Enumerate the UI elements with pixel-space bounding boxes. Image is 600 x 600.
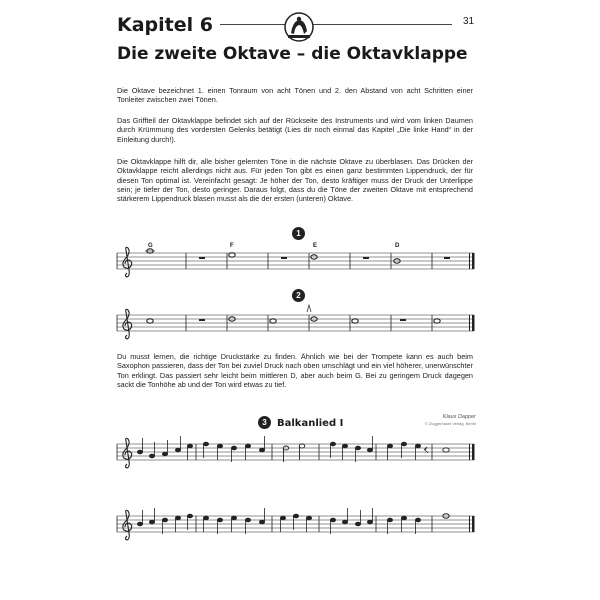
paragraph-2: Das Griffteil der Oktavklappe befindet sich auf der Rückseite des Instruments und wird vom linken Daumen durch Krümmung des vordersten Gelenks betätigt (Lies dir noch einmal das Kapitel „Die linke Hand“ in der Einleitung durch!). [117,116,473,144]
exercise-number-2: 2 [292,289,305,302]
treble-clef-icon [123,247,132,540]
staff-exercise-2 [117,315,474,331]
page-number: 31 [463,16,475,27]
note-label-e: E [313,243,318,249]
paragraph-1: Die Oktave bezeichnet 1. einen Tonraum von acht Tönen und 2. den Abstand von acht Schritten einer Tonleiter zwischen zwei Tönen. [117,86,473,105]
paragraph-3: Die Oktavklappe hilft dir, alle bisher gelernten Töne in die nächste Oktave zu überblasen. Das Drücken der Oktavklappe reicht allerdings nicht aus. Für jeden Ton gibt es einen ganz bestimmten Lippendruck, der für diesen Ton optimal ist. Vereinfacht gesagt: Je höher der Ton, desto kräftiger muss der Druck der Unterlippe sein; je tiefer der Ton, desto geringer. Daraus folgt, dass du die Töne der zweiten Oktave mit entsprechend stärkerem Lippendruck blasen musst als die der ersten (unteren) Oktave. [117,157,473,204]
note-label-d: D [395,243,400,249]
composer-credit: Klaus Dapper [442,414,476,420]
exercise-number-1: 1 [292,227,305,240]
note-label-f: F [230,243,234,249]
song-title: Balkanlied I [277,418,344,429]
chapter-heading: Kapitel 6 [117,14,213,36]
staff-song-line-2 [117,516,474,532]
paragraph-4: Du musst lernen, die richtige Druckstärke zu finden. Ähnlich wie bei der Trompete kann es auch beim Saxophon passieren, dass der Ton bei zuviel Druck nach oben umschlägt und ein viel höherer, unerwünschter Ton erklingt. Das passiert sehr leicht beim mittleren D, aber auch beim G. Bei zu geringem Druck dagegen sackt die Tonhöhe ab und der Ton wird etwas zu tief. [117,352,473,389]
staff-exercise-1 [117,253,474,269]
exercise-number-3: 3 [258,416,271,429]
note-label-g: G [148,243,153,249]
publisher-credit: © Zuggerhasel Verlag, Berlin [424,421,476,426]
page-title: Die zweite Oktave – die Oktavklappe [117,44,468,64]
